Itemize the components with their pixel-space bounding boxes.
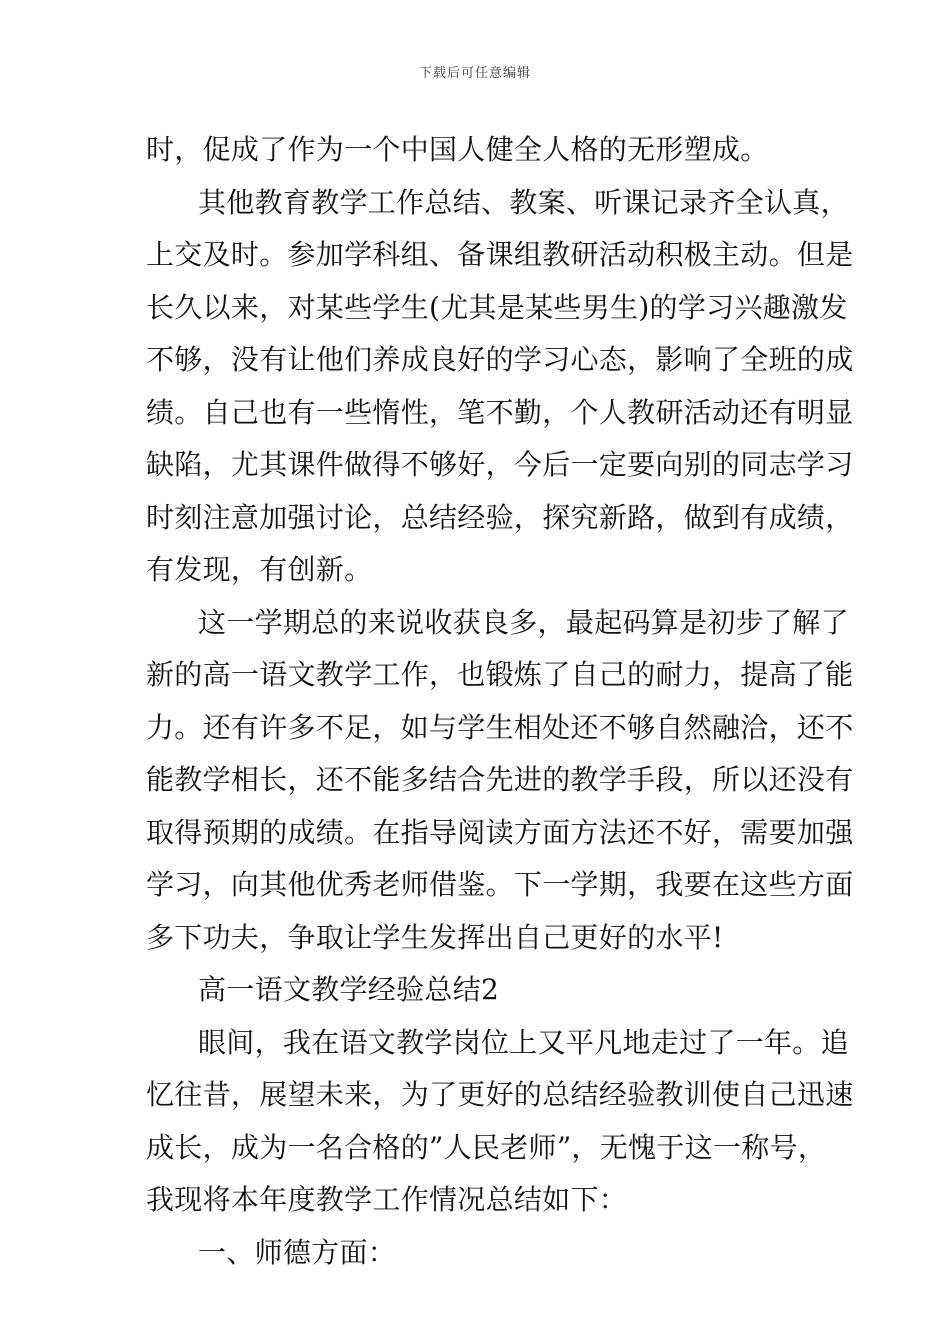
section-heading: 高一语文教学经验总结2: [198, 973, 500, 1006]
page-header: 下载后可任意编辑: [418, 66, 531, 81]
text-line: 时刻注意加强讨论，总结经验，探究新路，做到有成绩，: [146, 500, 854, 534]
text-line: 力。还有许多不足，如与学生相处还不够自然融洽，还不: [146, 710, 854, 744]
text-line: 有发现，有创新。: [146, 553, 373, 586]
text-line: 不够，没有让他们养成良好的学习心态，影响了全班的成: [146, 343, 854, 376]
text-line: 多下功夫，争取让学生发挥出自己更好的水平!: [146, 920, 724, 954]
text-line: 绩。自己也有一些惰性，笔不勤，个人教研活动还有明显: [146, 395, 854, 429]
text-line: 能教学相长，还不能多结合先进的教学手段，所以还没有: [146, 763, 854, 796]
text-line: 上交及时。参加学科组、备课组教研活动积极主动。但是: [146, 238, 854, 271]
document-body: [146, 124, 854, 1279]
subsection-heading: 一、师德方面：: [198, 1235, 397, 1269]
text-line: 取得预期的成绩。在指导阅读方面方法还不好，需要加强: [146, 815, 854, 849]
text-line: 我现将本年度教学工作情况总结如下：: [146, 1183, 628, 1216]
text-line: 其他教育教学工作总结、教案、听课记录齐全认真，: [198, 185, 849, 219]
text-line: 忆往昔，展望未来，为了更好的总结经验教训使自己迅速: [146, 1078, 854, 1111]
text-line: 眼间，我在语文教学岗位上又平凡地走过了一年。追: [198, 1025, 849, 1059]
text-line: 学习，向其他优秀老师借鉴。下一学期，我要在这些方面: [146, 868, 854, 901]
text-line: 新的高一语文教学工作，也锻炼了自己的耐力，提高了能: [146, 658, 854, 691]
text-line: 成长，成为一名合格的”人民老师”，无愧于这一称号，: [146, 1130, 827, 1164]
text-line: 这一学期总的来说收获良多，最起码算是初步了解了: [198, 605, 849, 639]
text-line: 时，促成了作为一个中国人健全人格的无形塑成。: [146, 133, 769, 166]
text-line: 缺陷，尤其课件做得不够好，今后一定要向别的同志学习: [146, 448, 854, 481]
text-line: 长久以来，对某些学生(尤其是某些男生)的学习兴趣激发: [146, 290, 848, 324]
